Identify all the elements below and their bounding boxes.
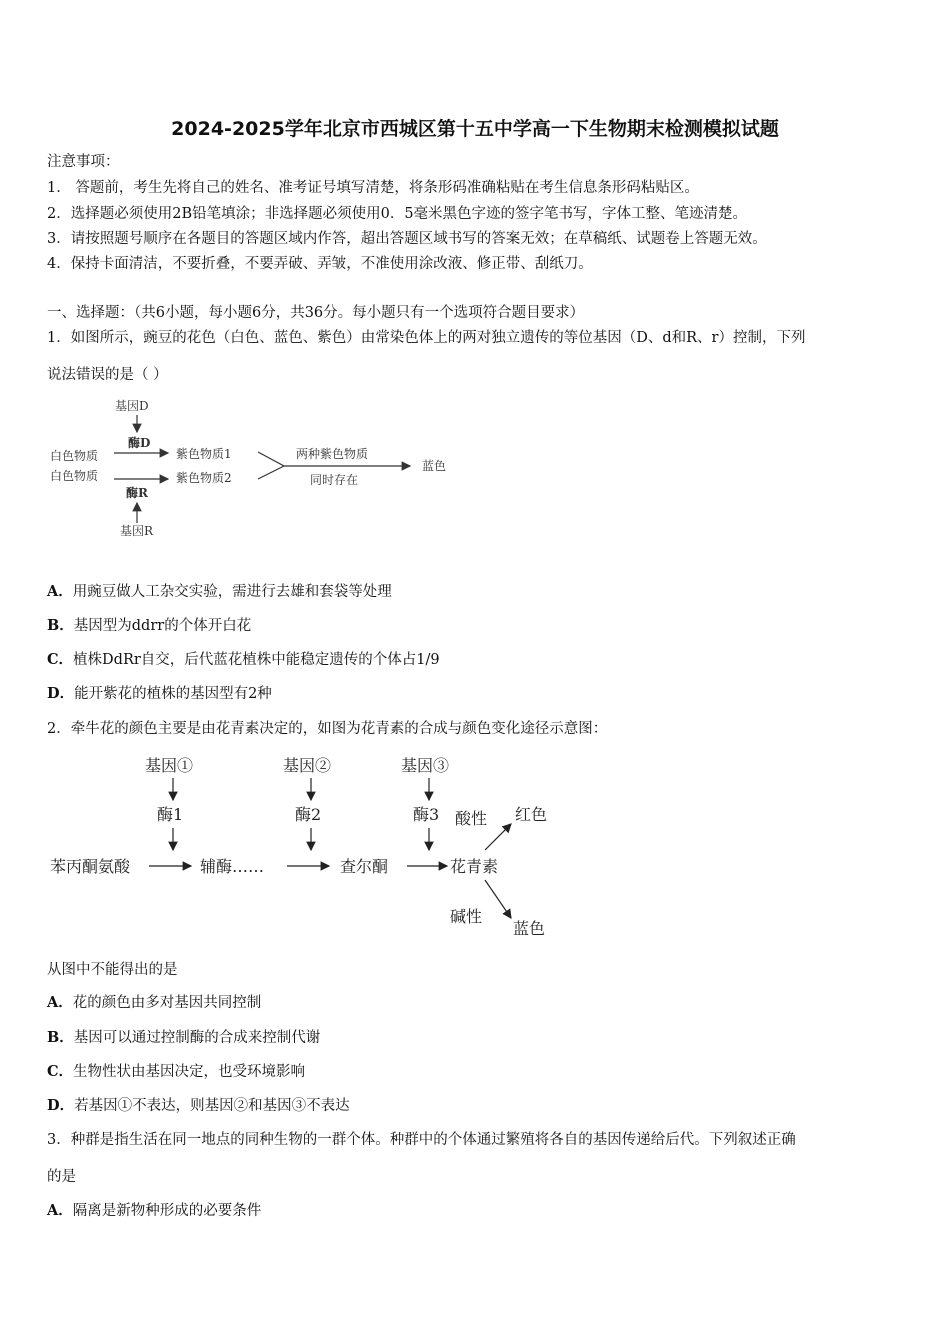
page-title: 2024-2025学年北京市西城区第十五中学高一下生物期末检测模拟试题	[171, 118, 779, 140]
q1-stem-line2: 说法错误的是（ ）	[47, 367, 168, 383]
q1-enzyme-r: 酶R	[126, 486, 148, 500]
q1-coexist-bottom: 同时存在	[310, 473, 359, 487]
q2-enzyme-2: 酶2	[295, 805, 322, 824]
q3-option-a: A．隔离是新物种形成的必要条件	[47, 1202, 262, 1219]
q2-substance-1: 苯丙酮氨酸	[50, 857, 131, 876]
q1-coexist-top: 两种紫色物质	[296, 447, 369, 461]
q2-enzyme-3: 酶3	[413, 805, 440, 824]
q2-substance-3: 查尔酮	[340, 857, 389, 876]
q1-option-d: D．能开紫花的植株的基因型有2种	[47, 685, 272, 702]
q1-purple-2: 紫色物质2	[176, 471, 232, 485]
q1-purple-1: 紫色物质1	[176, 447, 232, 461]
q2-acidic: 酸性	[455, 809, 488, 828]
q2-pathway-diagram	[45, 748, 565, 948]
notice-item-1: 1． 答题前，考生先将自己的姓名、准考证号填写清楚，将条形码准确粘贴在考生信息条形码粘贴区。	[47, 180, 699, 196]
section-heading: 一、选择题：（共6小题，每小题6分，共36分。每小题只有一个选项符合题目要求）	[47, 305, 585, 321]
q1-gene-r: 基因R	[120, 524, 154, 538]
q1-blue: 蓝色	[422, 459, 447, 473]
q1-white-2: 白色物质	[50, 469, 99, 483]
q3-stem-line1: 3．种群是指生活在同一地点的同种生物的一群个体。种群中的个体通过繁殖将各自的基因传递给后代。下列叙述正确	[47, 1132, 796, 1148]
q3-stem-line2: 的是	[47, 1169, 76, 1185]
q1-white-1: 白色物质	[50, 449, 99, 463]
q2-sub-stem: 从图中不能得出的是	[47, 962, 178, 978]
q1-enzyme-d: 酶D	[128, 436, 151, 450]
q2-enzyme-1: 酶1	[157, 805, 184, 824]
q2-blue: 蓝色	[513, 919, 546, 938]
q2-substance-4: 花青素	[450, 857, 499, 876]
q1-option-b: B．基因型为ddrr的个体开白花	[47, 617, 252, 634]
q2-option-a: A．花的颜色由多对基因共同控制	[47, 994, 262, 1011]
q2-option-d: D．若基因①不表达，则基因②和基因③不表达	[47, 1097, 350, 1114]
q2-option-c: C．生物性状由基因决定，也受环境影响	[47, 1063, 306, 1080]
q2-red: 红色	[515, 805, 548, 824]
q2-stem: 2．牵牛花的颜色主要是由花青素决定的，如图为花青素的合成与颜色变化途径示意图：	[47, 721, 608, 737]
notice-heading: 注意事项：	[47, 154, 120, 170]
q2-option-b: B．基因可以通过控制酶的合成来控制代谢	[47, 1029, 321, 1046]
q1-gene-d: 基因D	[115, 399, 149, 413]
q1-pathway-diagram	[40, 390, 470, 550]
q1-option-c: C．植株DdRr自交，后代蓝花植株中能稳定遗传的个体占1/9	[47, 651, 440, 668]
q2-substance-2: 辅酶……	[200, 857, 265, 876]
q1-option-a: A．用豌豆做人工杂交实验，需进行去雄和套袋等处理	[47, 583, 392, 600]
q2-gene-3: 基因③	[401, 756, 450, 775]
notice-item-2: 2．选择题必须使用2B铅笔填涂；非选择题必须使用0．5毫米黑色字迹的签字笔书写，字体工整、笔迹清楚。	[47, 206, 748, 222]
q2-gene-2: 基因②	[283, 756, 332, 775]
q2-gene-1: 基因①	[145, 756, 194, 775]
notice-item-4: 4．保持卡面清洁，不要折叠，不要弄破、弄皱，不准使用涂改液、修正带、刮纸刀。	[47, 256, 593, 272]
q2-alkaline: 碱性	[450, 907, 483, 926]
notice-item-3: 3．请按照题号顺序在各题目的答题区域内作答，超出答题区域书写的答案无效；在草稿纸、试题卷上答题无效。	[47, 231, 767, 247]
q1-stem-line1: 1．如图所示，豌豆的花色（白色、蓝色、紫色）由常染色体上的两对独立遗传的等位基因（D、d和R、r）控制，下列	[47, 330, 806, 346]
